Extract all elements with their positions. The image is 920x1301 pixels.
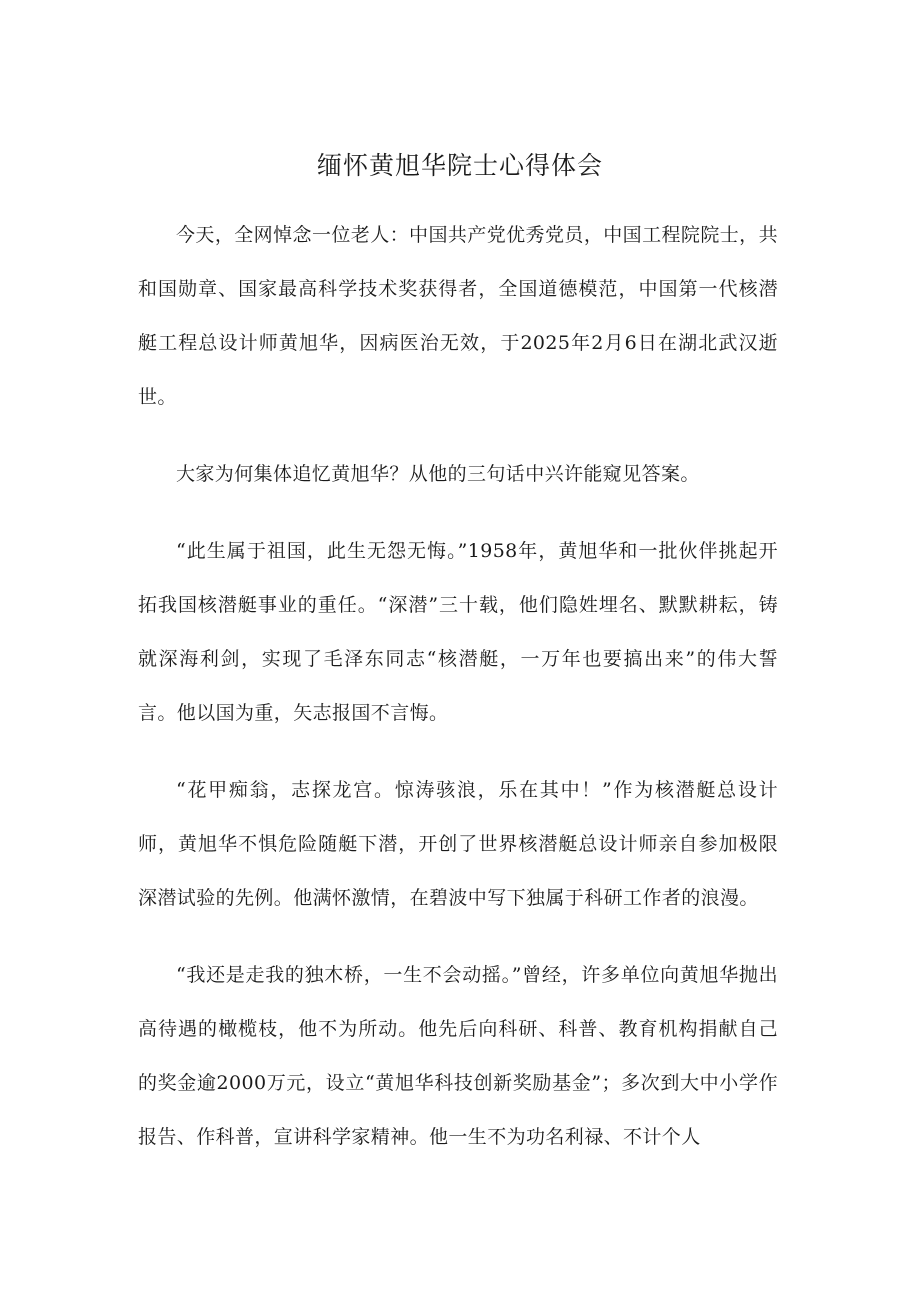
paragraph-1: 今天，全网悼念一位老人：中国共产党优秀党员，中国工程院院士，共和国勋章、国家最高科学技术奖获得者，全国道德模范，中国第一代核潜艇工程总设计师黄旭华，因病医治无效，于2025年2月6日在湖北武汉逝世。: [138, 224, 778, 408]
paragraph-3: “此生属于祖国，此生无怨无悔。”1958年，黄旭华和一批伙伴挑起开拓我国核潜艇事业的重任。“深潜”三十载，他们隐姓埋名、默默耕耘，铸就深海利剑，实现了毛泽东同志“核潜艇，一万年也要搞出来”的伟大誓言。他以国为重，矢志报国不言悔。: [138, 540, 778, 724]
paragraph-2: 大家为何集体追忆黄旭华？从他的三句话中兴许能窥见答案。: [176, 463, 700, 485]
document-title: 缅怀黄旭华院士心得体会: [316, 151, 603, 180]
paragraph-5: “我还是走我的独木桥，一生不会动摇。”曾经，许多单位向黄旭华抛出高待遇的橄榄枝，他不为所动。他先后向科研、科普、教育机构捐献自己的奖金逾2000万元，设立“黄旭华科技创新奖励基金”；多次到大中小学作报告、作科普，宣讲科学家精神。他一生不为功名利禄、不计个人: [138, 964, 778, 1148]
paragraph-4: “花甲痴翁，志探龙宫。惊涛骇浪，乐在其中！”作为核潜艇总设计师，黄旭华不惧危险随艇下潜，开创了世界核潜艇总设计师亲自参加极限深潜试验的先例。他满怀激情，在碧波中写下独属于科研工作者的浪漫。: [138, 779, 778, 909]
document-body: [138, 208, 778, 1187]
